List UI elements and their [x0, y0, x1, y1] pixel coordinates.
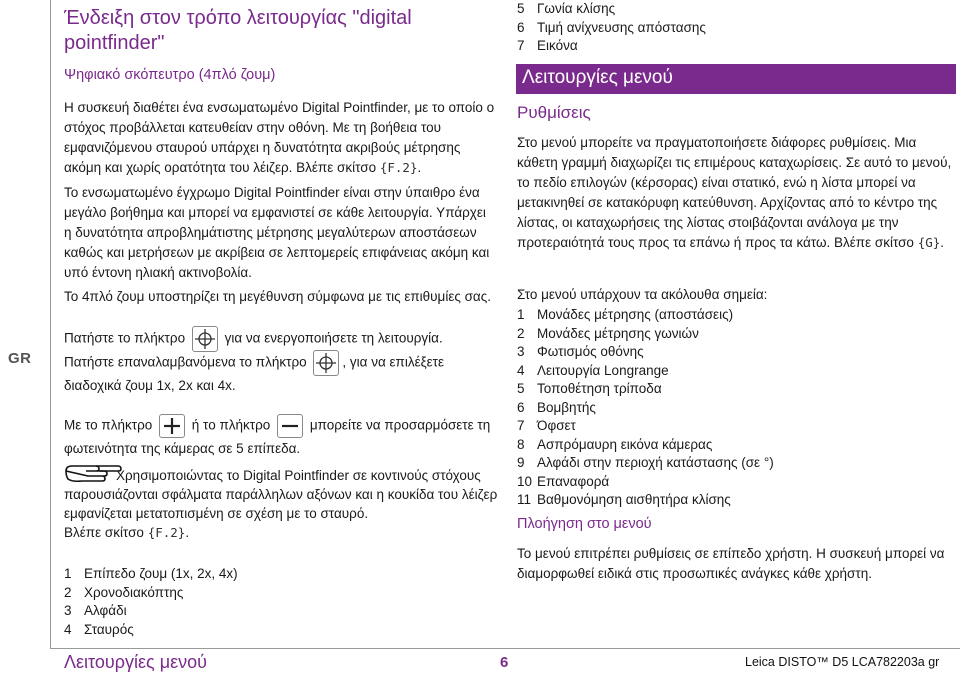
list-item [517, 380, 774, 399]
list-item-text: Σταυρός [84, 621, 134, 637]
list-item-number: 7 [517, 38, 525, 53]
list-item-text: Ασπρόμαυρη εικόνα κάμερας [537, 436, 713, 452]
figure-legend-left [64, 565, 238, 639]
list-item-number: 3 [64, 603, 72, 618]
list-item [517, 325, 774, 344]
target-key-icon [313, 350, 339, 376]
menu-items-list [517, 306, 774, 510]
zoom-cycle-text-b: , για να επιλέξετε διαδοχικά ζουμ 1x, 2x και 4x. [64, 354, 445, 393]
list-item-number: 5 [517, 381, 525, 396]
section-heading-bar [516, 64, 956, 94]
list-item-text: Εικόνα [537, 38, 578, 53]
paragraph-intro-end: . [417, 160, 422, 175]
section-heading: Λειτουργίες μενού [522, 67, 673, 88]
settings-points-intro: Στο μενού υπάρχουν τα ακόλουθα σημεία: [517, 287, 768, 302]
list-item [517, 19, 706, 38]
page-number: 6 [500, 654, 509, 671]
list-item [517, 343, 774, 362]
list-item-number: 10 [517, 473, 533, 489]
list-item-number: 1 [517, 307, 525, 322]
list-item-text: Βομβητής [537, 399, 596, 415]
list-item-text: Φωτισμός οθόνης [537, 344, 644, 359]
navigation-heading: Πλοήγηση στο μενού [517, 516, 652, 532]
list-item [517, 491, 774, 510]
list-item-text: Λειτουργία Longrange [537, 362, 669, 378]
section-subtitle: Ψηφιακό σκόπευτρο (4πλό ζουμ) [64, 67, 276, 83]
list-item [517, 306, 774, 325]
figure-ref: {F.2} [379, 160, 418, 175]
settings-figure-ref: {G} [917, 235, 941, 250]
list-item-number: 6 [517, 399, 525, 415]
list-item-text: Μονάδες μέτρησης γωνιών [537, 325, 699, 341]
list-item-number: 8 [517, 436, 525, 452]
list-item-number: 4 [64, 621, 72, 637]
list-item-number: 1 [64, 566, 72, 581]
settings-paragraph [517, 133, 955, 253]
list-item [517, 417, 774, 436]
list-item-number: 5 [517, 1, 525, 16]
list-item-number: 2 [64, 584, 72, 600]
settings-ref-end: . [940, 235, 945, 250]
list-item-number: 4 [517, 362, 525, 378]
list-item-text: Επίπεδο ζουμ (1x, 2x, 4x) [84, 566, 238, 581]
settings-heading: Ρυθμίσεις [517, 103, 591, 122]
list-item-text: Γωνία κλίσης [537, 1, 616, 16]
target-key-icon [192, 326, 218, 352]
list-item [517, 0, 706, 19]
list-item-text: Τιμή ανίχνευσης απόστασης [537, 19, 706, 35]
list-item-number: 9 [517, 455, 525, 470]
paragraph-activate [64, 326, 496, 352]
zoom-cycle-text-a: Πατήστε επαναλαμβανόμενα το πλήκτρο [64, 354, 307, 370]
activate-text-a: Πατήστε το πλήκτρο [64, 330, 186, 346]
list-item-text: Χρονοδιακόπτης [84, 584, 184, 600]
list-item-text: Αλφάδι στην περιοχή κατάστασης (σε °) [537, 455, 774, 470]
list-item-text: Αλφάδι [84, 603, 127, 618]
list-item-number: 2 [517, 325, 525, 341]
side-tab-label: GR [8, 350, 32, 367]
footer-divider [50, 648, 960, 649]
list-item-text: Βαθμονόμηση αισθητήρα κλίσης [537, 492, 731, 507]
footer-product: Leica DISTO™ D5 LCA782203a gr [745, 655, 940, 669]
paragraph-intro-text: Η συσκευή διαθέτει ένα ενσωματωμένο Digital Pointfinder, με το οποίο ο στόχος προβάλλεται κατευθείαν στην οθόνη. Με τη βοήθεια του εμφανιζόμενου σταυρού υπάρχει η δυνατότητα ακριβούς μέτρησης ακόμη και χωρίς ορατότητα του λέιζερ. Βλέπε σκίτσο [64, 100, 495, 175]
minus-key-icon [277, 414, 303, 438]
list-item [517, 473, 774, 492]
activate-text-b: για να ενεργοποιήσετε τη λειτουργία. [224, 330, 443, 346]
brightness-text-b: ή το πλήκτρο [191, 417, 271, 433]
paragraph-color: Το ενσωματωμένο έγχρωμο Digital Pointfinder είναι στην ύπαιθρο ένα μεγάλο βοήθημα και μπορεί να εμφανιστεί σε κάθε λειτουργία. Υπάρχει η δυνατότητα απροβλημάτιστης μέτρησης μεγαλύτερων αποστάσεων καθώς και μετρήσεων με ακρίβεια σε λεπτομερείς επιφάνειας ακόμη και υπό έντονη ηλιακή ακτινοβολία. [64, 185, 490, 280]
note-paragraph [64, 466, 504, 542]
side-divider [50, 0, 51, 648]
side-tab [0, 0, 50, 682]
page-title: Ένδειξη στον τρόπο λειτουργίας "digital pointfinder" [64, 7, 412, 54]
paragraph-brightness [64, 414, 496, 460]
list-item [517, 37, 706, 56]
list-item-text: Μονάδες μέτρησης (αποστάσεις) [537, 307, 734, 322]
note-ref-prefix: Βλέπε σκίτσο [64, 525, 144, 540]
list-item-number: 6 [517, 19, 525, 35]
list-item-text: Όφσετ [537, 418, 576, 433]
list-item-text: Τοποθέτηση τρίποδα [537, 381, 662, 396]
navigation-paragraph: Το μενού επιτρέπει ρυθμίσεις σε επίπεδο χρήστη. Η συσκευή μπορεί να διαμορφωθεί ειδικά στις προσωπικές ανάγκες κάθε χρήστη. [517, 546, 945, 581]
settings-text: Στο μενού μπορείτε να πραγματοποιήσετε διάφορες ρυθμίσεις. Μια κάθετη γραμμή διαχωρίζει τις επιμέρους καταχωρίσεις. Σε αυτό το μενού, το πεδίο επιλογών (κέρσορας) είναι στατικό, ενώ η λίστα μπορεί να μετακινηθεί σε κατακόρυφη κατεύθυνση. Αρχίζοντας από το κέντρο της λίστας, οι καταχωρήσεις της λίστας στοιβάζονται ανάλογα με την προτεραιότητά τους προς τα επάνω ή προς τα κάτω. Βλέπε σκίτσο [517, 135, 952, 250]
brightness-text-a: Με το πλήκτρο [64, 417, 153, 433]
paragraph-zoom-cycle [64, 350, 496, 396]
figure-legend-right [517, 0, 706, 56]
list-item [517, 454, 774, 473]
list-item-number: 11 [517, 492, 532, 507]
list-item [64, 602, 238, 621]
paragraph-intro [64, 98, 496, 178]
note-figure-ref: {F.2} [147, 525, 186, 540]
brightness-text-c: μπορείτε να προσαρμόσετε τη φωτεινότητα της κάμερας σε 5 επίπεδα. [64, 417, 491, 456]
list-item-number: 3 [517, 344, 525, 359]
paragraph-zoom: Το 4πλό ζουμ υποστηρίζει τη μεγέθυνση σύμφωνα με τις επιθυμίες σας. [64, 289, 491, 304]
footer-section-title: Λειτουργίες μενού [64, 652, 207, 672]
list-item [64, 584, 238, 603]
list-item-text: Επαναφορά [537, 473, 610, 489]
list-item [517, 362, 774, 381]
list-item [517, 399, 774, 418]
list-item [64, 621, 238, 640]
list-item-number: 7 [517, 418, 525, 433]
note-text: Χρησιμοποιώντας το Digital Pointfinder σε κοντινούς στόχους παρουσιάζονται σφάλματα παράλληλων αξόνων και η κουκίδα του λέιζερ εμφανίζεται μετατοπισμένη σε σχέση με το σταυρό. [64, 468, 498, 521]
list-item [64, 565, 238, 584]
plus-key-icon [159, 414, 185, 438]
note-ref-end: . [185, 525, 190, 540]
list-item [517, 436, 774, 455]
